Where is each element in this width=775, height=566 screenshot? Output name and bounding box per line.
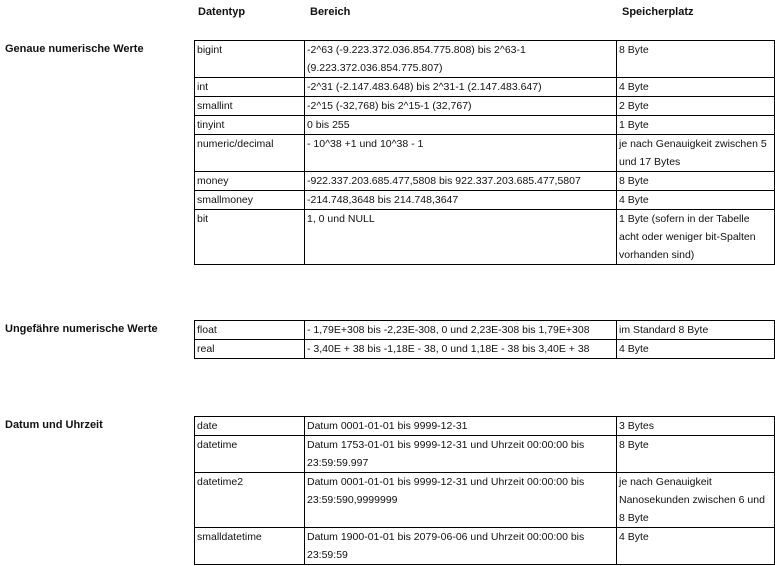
cell-storage: 4 Byte [617,78,775,97]
table-row [195,210,775,265]
cell-storage: 4 Byte [617,191,775,210]
table-row [195,417,775,436]
section-label-exact-numeric: Genaue numerische Werte [5,43,144,55]
cell-range: Datum 0001-01-01 bis 9999-12-31 [305,417,617,436]
cell-type: smallint [195,97,305,116]
cell-storage: je nach Genauigkeit zwischen 5 und 17 Bytes [617,135,775,172]
table-row [195,172,775,191]
cell-type: datetime2 [195,473,305,528]
cell-type: int [195,78,305,97]
cell-range: Datum 1753-01-01 bis 9999-12-31 und Uhrzeit 00:00:00 bis 23:59:59.997 [305,436,617,473]
table-row [195,41,775,78]
cell-range: - 1,79E+308 bis -2,23E-308, 0 und 2,23E-308 bis 1,79E+308 [305,321,617,340]
cell-range: -2^15 (-32,768) bis 2^15-1 (32,767) [305,97,617,116]
cell-storage: im Standard 8 Byte [617,321,775,340]
cell-type: float [195,321,305,340]
cell-range: -214.748,3648 bis 214.748,3647 [305,191,617,210]
cell-storage: 3 Bytes [617,417,775,436]
table-approx-numeric [194,320,775,359]
header-bereich: Bereich [310,6,351,18]
cell-type: tinyint [195,116,305,135]
cell-type: bigint [195,41,305,78]
cell-type: bit [195,210,305,265]
cell-range: 1, 0 und NULL [305,210,617,265]
table-row [195,135,775,172]
cell-type: money [195,172,305,191]
cell-range: -922.337.203.685.477,5808 bis 922.337.203.685.477,5807 [305,172,617,191]
table-row [195,436,775,473]
cell-storage: 1 Byte (sofern in der Tabelle acht oder weniger bit-Spalten vorhanden sind) [617,210,775,265]
header-speicherplatz: Speicherplatz [622,6,694,18]
table-date-time [194,416,775,565]
section-label-date-time: Datum und Uhrzeit [5,419,103,431]
table-row [195,473,775,528]
cell-range: - 3,40E + 38 bis -1,18E - 38, 0 und 1,18E - 38 bis 3,40E + 38 [305,340,617,359]
table-row [195,116,775,135]
cell-type: smallmoney [195,191,305,210]
cell-type: datetime [195,436,305,473]
table-row [195,321,775,340]
header-datentyp: Datentyp [198,6,246,18]
cell-storage: 4 Byte [617,528,775,565]
cell-range: -2^31 (-2.147.483.648) bis 2^31-1 (2.147.483.647) [305,78,617,97]
cell-type: real [195,340,305,359]
table-row [195,97,775,116]
section-label-approx-numeric: Ungefähre numerische Werte [5,323,158,335]
cell-storage: 8 Byte [617,436,775,473]
cell-storage: 4 Byte [617,340,775,359]
cell-type: numeric/decimal [195,135,305,172]
cell-range: 0 bis 255 [305,116,617,135]
cell-type: smalldatetime [195,528,305,565]
cell-range: -2^63 (-9.223.372.036.854.775.808) bis 2^63-1 (9.223.372.036.854.775.807) [305,41,617,78]
cell-range: Datum 0001-01-01 bis 9999-12-31 und Uhrzeit 00:00:00 bis 23:59:590,9999999 [305,473,617,528]
cell-type: date [195,417,305,436]
cell-storage: 8 Byte [617,172,775,191]
table-exact-numeric [194,40,775,265]
table-row [195,78,775,97]
table-row [195,340,775,359]
cell-storage: 1 Byte [617,116,775,135]
table-row [195,191,775,210]
table-row [195,528,775,565]
cell-storage: 2 Byte [617,97,775,116]
cell-storage: 8 Byte [617,41,775,78]
cell-range: Datum 1900-01-01 bis 2079-06-06 und Uhrzeit 00:00:00 bis 23:59:59 [305,528,617,565]
cell-storage: je nach Genauigkeit Nanosekunden zwischen 6 und 8 Byte [617,473,775,528]
cell-range: - 10^38 +1 und 10^38 - 1 [305,135,617,172]
